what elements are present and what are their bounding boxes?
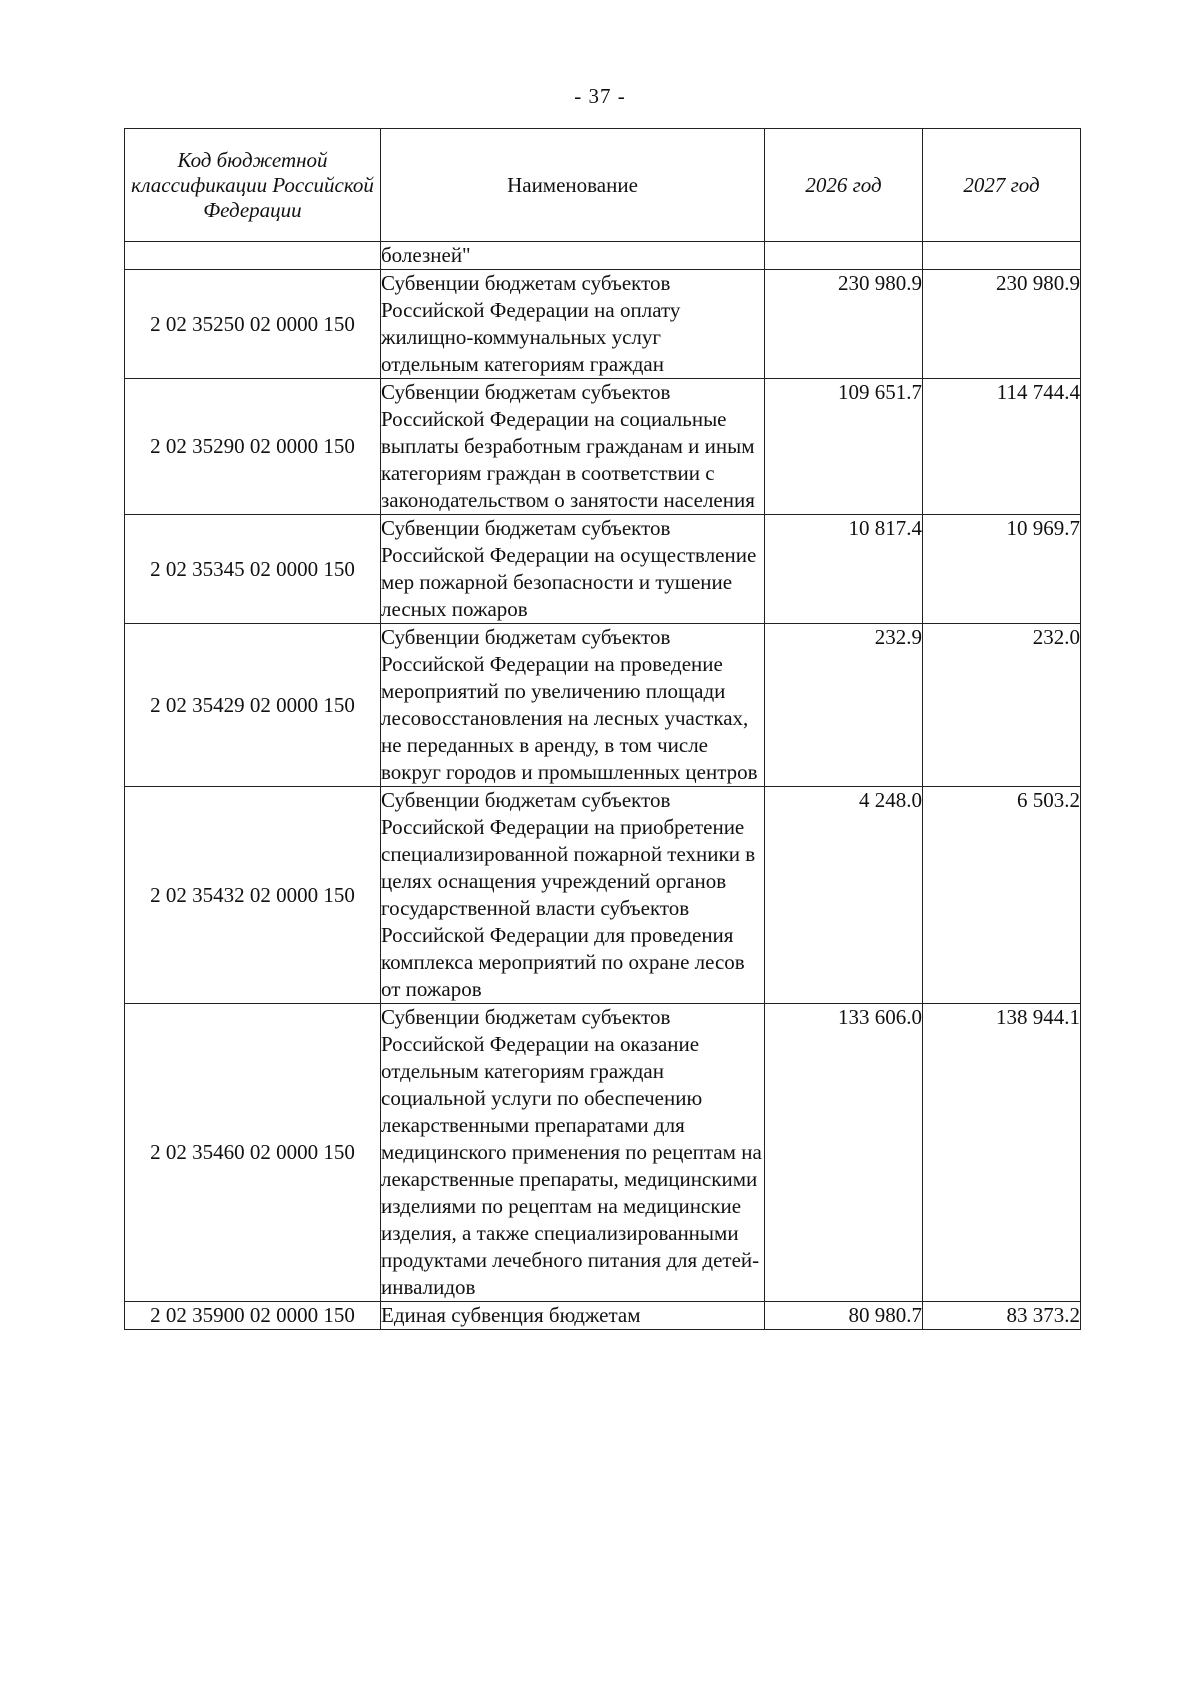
row-code bbox=[125, 242, 381, 270]
row-name: Субвенции бюджетам субъектов Российской Федерации на оказание отдельным категориям граждан социальной услуги по обеспечению лекарственными препаратами для медицинского применения по рецептам на лекарственные препараты, медицинскими изделиями по рецептам на медицинские изделия, а также специализированными продуктами лечебного питания для детей-инвалидов bbox=[381, 1004, 765, 1302]
table-row bbox=[125, 1004, 1081, 1302]
table-row bbox=[125, 242, 1081, 270]
row-value-2027: 6 503.2 bbox=[923, 787, 1081, 1004]
row-value-2026: 4 248.0 bbox=[765, 787, 923, 1004]
row-name: болезней" bbox=[381, 242, 765, 270]
header-year-2026: 2026 год bbox=[765, 129, 923, 242]
row-value-2026: 80 980.7 bbox=[765, 1302, 923, 1330]
row-code: 2 02 35460 02 0000 150 bbox=[125, 1004, 381, 1302]
row-code: 2 02 35250 02 0000 150 bbox=[125, 270, 381, 379]
table-header-row bbox=[125, 129, 1081, 242]
row-code: 2 02 35900 02 0000 150 bbox=[125, 1302, 381, 1330]
table-header bbox=[125, 129, 1081, 242]
row-value-2026: 109 651.7 bbox=[765, 379, 923, 515]
table-row bbox=[125, 1302, 1081, 1330]
row-name: Субвенции бюджетам субъектов Российской Федерации на осуществление мер пожарной безопасности и тушение лесных пожаров bbox=[381, 515, 765, 624]
row-name: Субвенции бюджетам субъектов Российской Федерации на социальные выплаты безработным гражданам и иным категориям граждан в соответствии с законодательством о занятости населения bbox=[381, 379, 765, 515]
row-name: Субвенции бюджетам субъектов Российской Федерации на проведение мероприятий по увеличению площади лесовосстановления на лесных участках, не переданных в аренду, в том числе вокруг городов и промышленных центров bbox=[381, 624, 765, 787]
header-name: Наименование bbox=[381, 129, 765, 242]
row-code: 2 02 35290 02 0000 150 bbox=[125, 379, 381, 515]
row-code: 2 02 35345 02 0000 150 bbox=[125, 515, 381, 624]
row-value-2027: 10 969.7 bbox=[923, 515, 1081, 624]
row-value-2026: 133 606.0 bbox=[765, 1004, 923, 1302]
row-value-2027: 83 373.2 bbox=[923, 1302, 1081, 1330]
row-value-2026 bbox=[765, 242, 923, 270]
table-row bbox=[125, 787, 1081, 1004]
page-number: - 37 - bbox=[574, 84, 626, 108]
header-year-2027: 2027 год bbox=[923, 129, 1081, 242]
row-value-2027: 230 980.9 bbox=[923, 270, 1081, 379]
row-code: 2 02 35432 02 0000 150 bbox=[125, 787, 381, 1004]
table-row bbox=[125, 270, 1081, 379]
row-value-2026: 230 980.9 bbox=[765, 270, 923, 379]
row-value-2027: 232.0 bbox=[923, 624, 1081, 787]
row-code: 2 02 35429 02 0000 150 bbox=[125, 624, 381, 787]
row-value-2027 bbox=[923, 242, 1081, 270]
table-row bbox=[125, 379, 1081, 515]
row-name: Единая субвенция бюджетам bbox=[381, 1302, 765, 1330]
row-name: Субвенции бюджетам субъектов Российской Федерации на оплату жилищно-коммунальных услуг отдельным категориям граждан bbox=[381, 270, 765, 379]
budget-table bbox=[124, 128, 1081, 1330]
header-code: Код бюджетной классификации Российской Федерации bbox=[125, 129, 381, 242]
table-row bbox=[125, 515, 1081, 624]
table-body bbox=[125, 242, 1081, 1330]
row-value-2027: 138 944.1 bbox=[923, 1004, 1081, 1302]
row-value-2027: 114 744.4 bbox=[923, 379, 1081, 515]
row-name: Субвенции бюджетам субъектов Российской Федерации на приобретение специализированной пожарной техники в целях оснащения учреждений органов государственной власти субъектов Российской Федерации для проведения комплекса мероприятий по охране лесов от пожаров bbox=[381, 787, 765, 1004]
table-row bbox=[125, 624, 1081, 787]
row-value-2026: 232.9 bbox=[765, 624, 923, 787]
row-value-2026: 10 817.4 bbox=[765, 515, 923, 624]
